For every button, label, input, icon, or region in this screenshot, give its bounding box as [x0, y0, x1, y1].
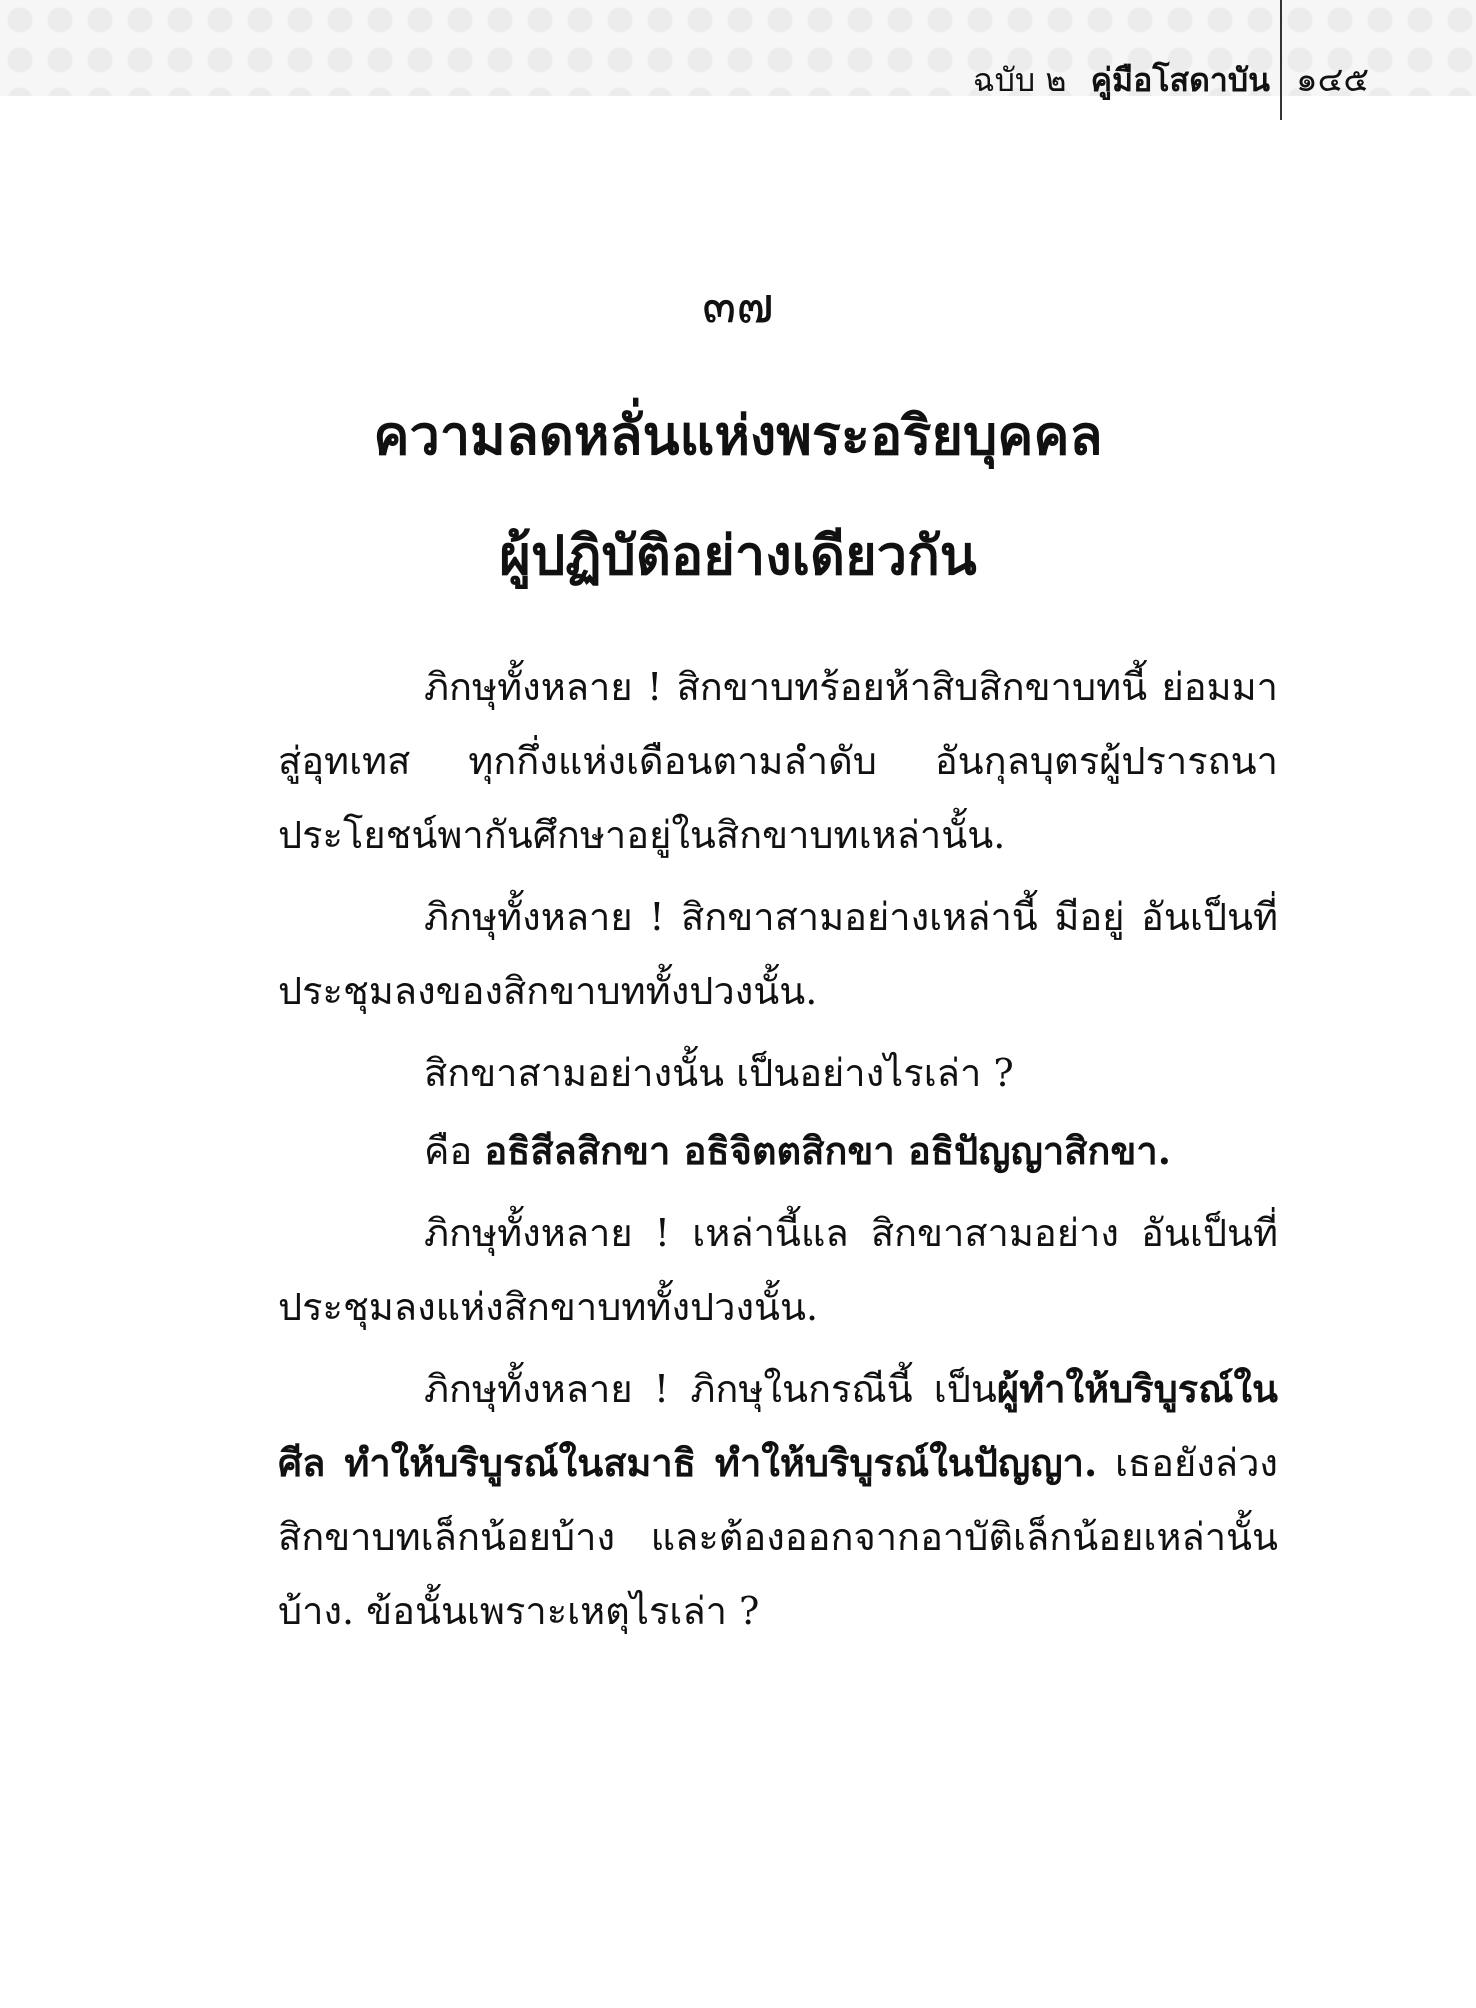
paragraph-6-emphasis: ผู้ทำให้บริบูรณ์ในศีล ทำให้บริบูรณ์ในสมาธิ ทำให้บริบูรณ์ในปัญญา.: [278, 1366, 1278, 1485]
paragraph-3: สิกขาสามอย่างนั้น เป็นอย่างไรเล่า ?: [424, 1051, 1014, 1095]
running-header: [973, 58, 1270, 102]
header-divider: [1280, 0, 1282, 120]
chapter-title-line-2: ผู้ปฏิบัติอย่างเดียวกัน: [499, 523, 977, 587]
paragraph-6-tail: เธอยังล่วงสิกขาบทเล็กน้อยบ้าง และต้องออกจากอาบัติเล็กน้อยเหล่านั้นบ้าง. ข้อนั้นเพราะเหตุไรเล่า ?: [278, 1441, 1278, 1633]
paragraph-6-lead: ภิกษุทั้งหลาย ! ภิกษุในกรณีนี้ เป็น: [424, 1367, 997, 1411]
page-number: ๑๔๕: [1296, 60, 1370, 100]
body-text: [278, 650, 1278, 1656]
three-trainings-list: อธิสีลสิกขา อธิจิตตสิกขา อธิปัญญาสิกขา.: [484, 1128, 1171, 1173]
book-title: คู่มือโสดาบัน: [1090, 61, 1270, 99]
paragraph-4: [278, 1114, 1278, 1188]
paragraph-1: ภิกษุทั้งหลาย ! สิกขาบทร้อยห้าสิบสิกขาบทนี้ ย่อมมาสู่อุทเทส ทุกกึ่งแห่งเดือนตามลำดับ อันกุลบุตรผู้ปรารถนาประโยชน์พากันศึกษาอยู่ในสิกขาบทเหล่านั้น.: [278, 665, 1278, 857]
paragraph-4-lead: คือ: [424, 1129, 485, 1173]
paragraph-2: ภิกษุทั้งหลาย ! สิกขาสามอย่างเหล่านี้ มีอยู่ อันเป็นที่ประชุมลงของสิกขาบททั้งปวงนั้น.: [278, 895, 1278, 1013]
paragraph-6: [278, 1352, 1278, 1648]
edition-label: ฉบับ ๒: [972, 61, 1067, 99]
chapter-number: ๓๗: [702, 276, 774, 334]
paragraph-5: ภิกษุทั้งหลาย ! เหล่านี้แล สิกขาสามอย่าง อันเป็นที่ประชุมลงแห่งสิกขาบททั้งปวงนั้น.: [278, 1211, 1278, 1329]
chapter-title-line-1: ความลดหลั่นแห่งพระอริยบุคคล: [373, 403, 1103, 467]
